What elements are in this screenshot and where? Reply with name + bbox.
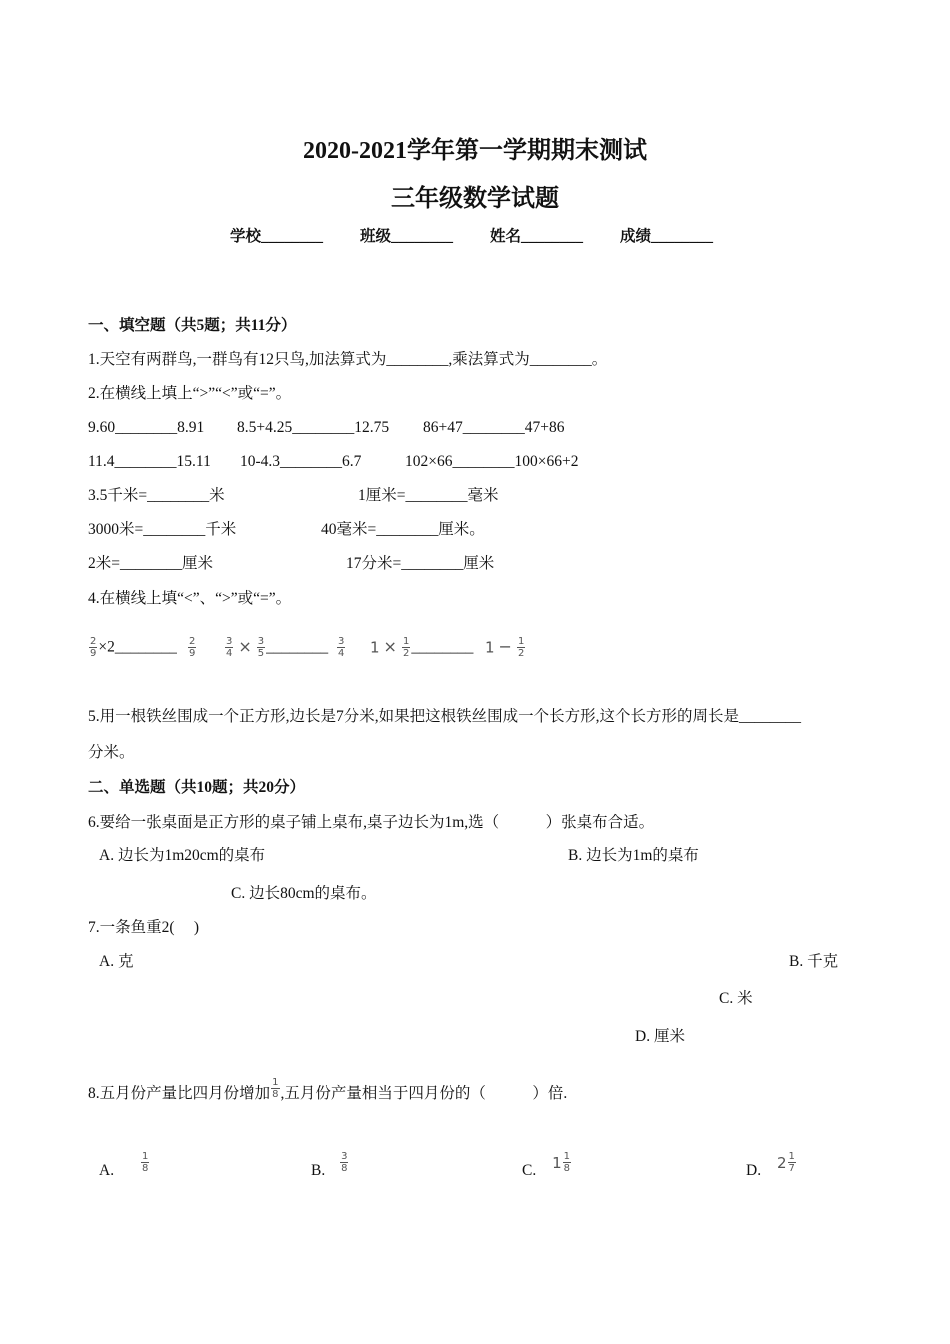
q3-item: 1厘米=________毫米 xyxy=(358,487,499,504)
question-8: 8.五月份产量比四月份增加 $\frac{1}{8}$ ,五月份产量相当于四月份的（ ）倍. xyxy=(88,1077,568,1102)
q7-option-c[interactable]: C. 米 xyxy=(719,990,753,1007)
q2-item: 102×66________100×66+2 xyxy=(405,453,579,470)
question-4: 4.在横线上填“<”、“>”或“=”。 xyxy=(88,590,292,607)
q8-option-d[interactable]: D. 2 $\frac{1}{7}$ xyxy=(746,1151,795,1179)
q2-item: 9.60________8.91 xyxy=(88,419,205,436)
q3-item: 3.5千米=________米 xyxy=(88,487,225,504)
q7-option-d[interactable]: D. 厘米 xyxy=(635,1028,685,1045)
q3-item: 3000米=________千米 xyxy=(88,521,237,538)
question-7: 7.一条鱼重2( ) xyxy=(88,919,200,936)
q4-fraction xyxy=(336,632,346,662)
field-class: 班级________ xyxy=(360,228,454,245)
q6-option-b[interactable]: B. 边长为1m的桌布 xyxy=(568,847,699,864)
q8-option-b[interactable]: B. $\frac{3}{8}$ xyxy=(311,1151,348,1179)
fraction: $\frac{3}{4}$ xyxy=(226,635,233,659)
q6-option-c[interactable]: C. 边长80cm的桌布。 xyxy=(231,885,377,902)
q4-fraction xyxy=(187,632,197,662)
fraction: $\frac{3}{4}$ xyxy=(338,635,345,659)
fraction: $\frac{1}{7}$ xyxy=(788,1151,795,1174)
field-score: 成绩________ xyxy=(620,228,714,245)
fraction: $\frac{1}{2}$ xyxy=(402,635,410,659)
fraction: $\frac{1}{2}$ xyxy=(517,635,525,659)
question-5: 5.用一根铁丝围成一个正方形,边长是7分米,如果把这根铁丝围成一个长方形,这个长方形的周长是________ xyxy=(88,708,802,725)
q2-item: 8.5+4.25________12.75 xyxy=(237,419,390,436)
q4-expression: 1 − $\frac{1}{2}$ xyxy=(485,635,525,659)
field-school: 学校________ xyxy=(230,228,324,245)
section1-heading: 一、填空题（共5题；共11分） xyxy=(88,317,297,334)
q2-item: 11.4________15.11 xyxy=(88,453,211,470)
q3-item: 40毫米=________厘米。 xyxy=(321,521,485,538)
q7-option-b[interactable]: B. 千克 xyxy=(789,953,839,970)
fraction: $\frac{1}{8}$ xyxy=(272,1077,279,1100)
q8-option-a[interactable]: A. $\frac{1}{8}$ xyxy=(99,1151,149,1179)
q4-compare-2: $\frac{3}{4}$ × $\frac{3}{5}$ ________ xyxy=(226,635,329,659)
fraction: $\frac{3}{8}$ xyxy=(341,1151,348,1174)
q4-compare-1: $\frac{2}{9}$ ×2________ xyxy=(90,635,177,659)
q6-option-a[interactable]: A. 边长为1m20cm的桌布 xyxy=(99,847,266,864)
question-1: 1.天空有两群鸟,一群鸟有12只鸟,加法算式为________,乘法算式为________。 xyxy=(88,351,608,368)
q3-item: 17分米=________厘米 xyxy=(346,555,495,572)
fraction: $\frac{2}{9}$ xyxy=(90,635,97,659)
question-2: 2.在横线上填上“>”“<”或“=”。 xyxy=(88,385,292,402)
field-name: 姓名________ xyxy=(490,228,584,245)
fraction: $\frac{3}{5}$ xyxy=(257,635,265,659)
q2-item: 86+47________47+86 xyxy=(423,419,565,436)
q7-option-a[interactable]: A. 克 xyxy=(99,953,134,970)
fraction: $\frac{1}{8}$ xyxy=(141,1151,149,1174)
section2-heading: 二、单选题（共10题；共20分） xyxy=(88,779,306,796)
exam-title: 2020-2021学年第一学期期末测试 xyxy=(303,138,647,164)
question-6: 6.要给一张桌面是正方形的桌子铺上桌布,桌子边长为1m,选（ ）张桌布合适。 xyxy=(88,814,655,831)
q2-item: 10-4.3________6.7 xyxy=(240,453,362,470)
fraction: $\frac{1}{8}$ xyxy=(563,1151,571,1174)
question-5-cont: 分米。 xyxy=(88,744,135,761)
q4-compare-3: 1 × $\frac{1}{2}$ ________ xyxy=(370,635,474,659)
q8-option-c[interactable]: C. 1 $\frac{1}{8}$ xyxy=(522,1151,571,1179)
q3-item: 2米=________厘米 xyxy=(88,555,213,572)
exam-subtitle: 三年级数学试题 xyxy=(391,186,559,212)
fraction: $\frac{2}{9}$ xyxy=(189,635,196,659)
